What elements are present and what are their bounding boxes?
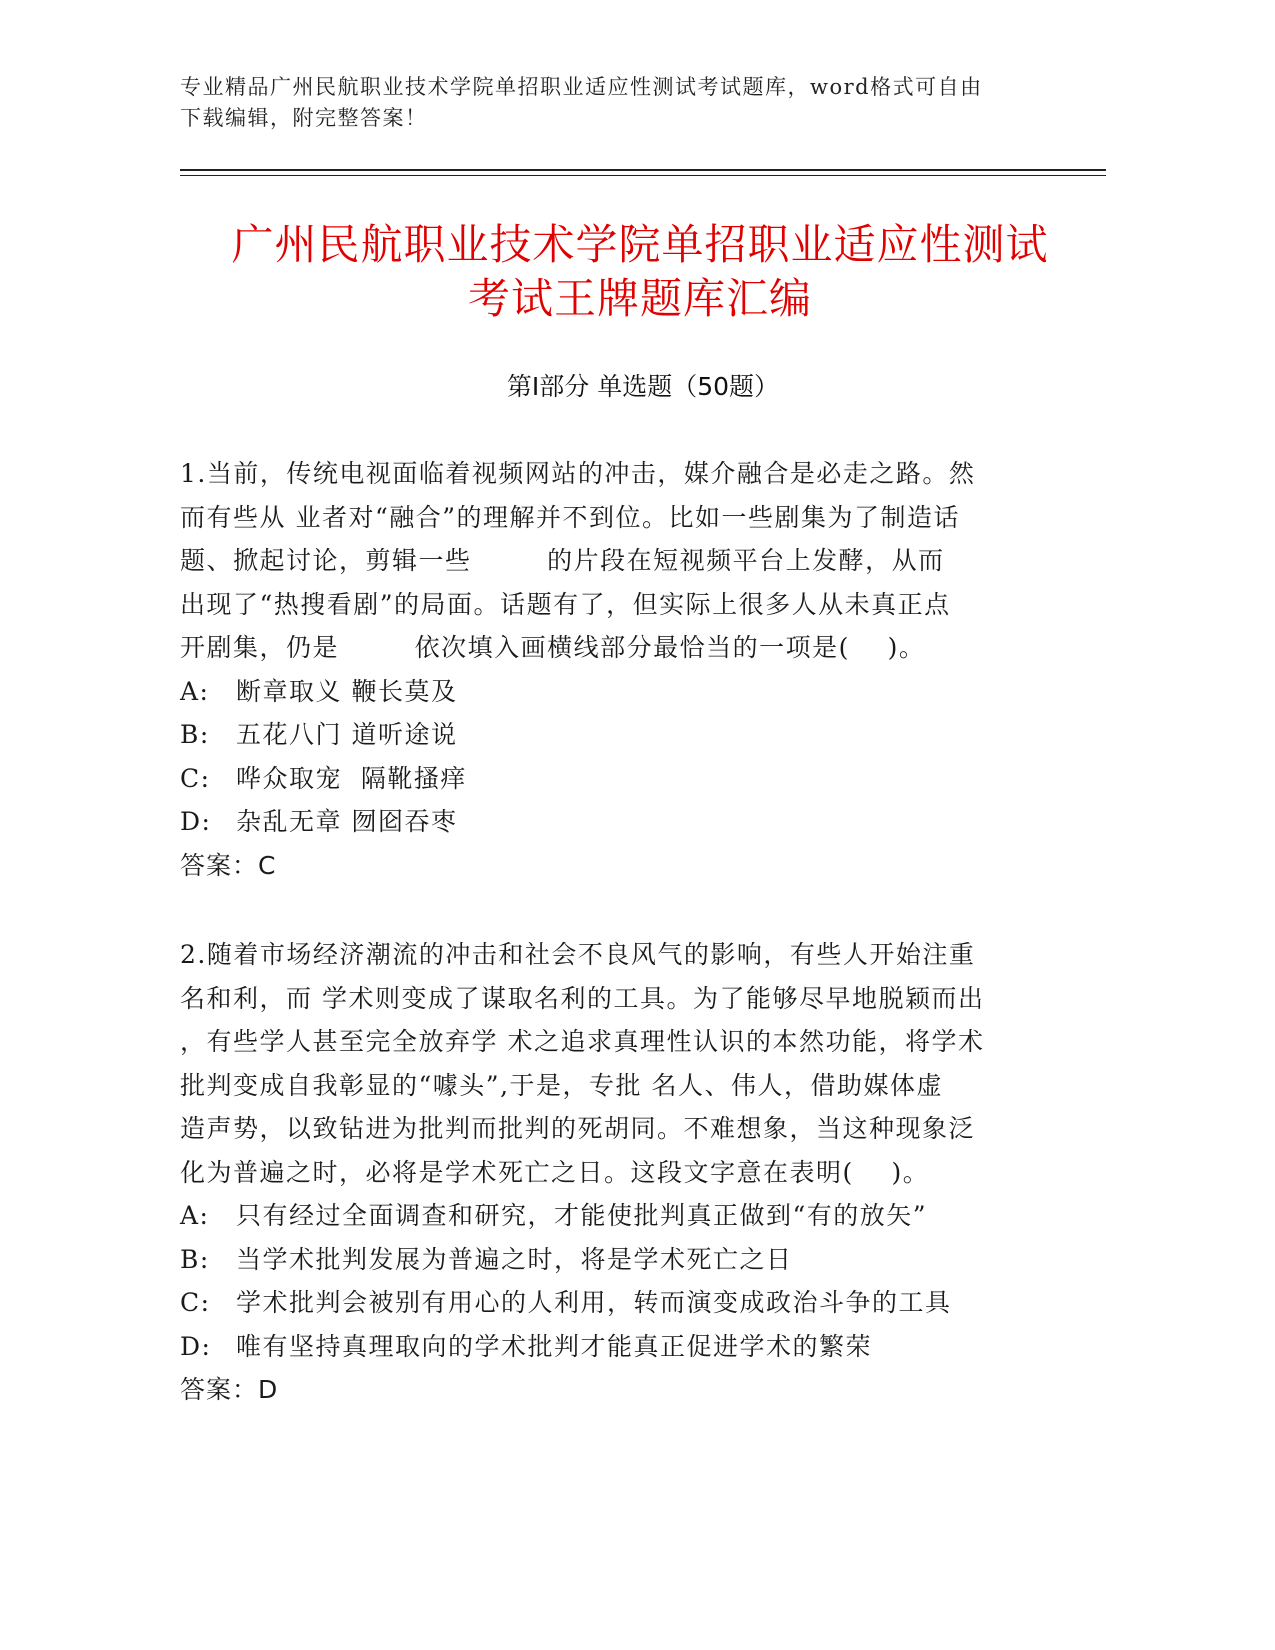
question-stem-line: 名和利，而 学术则变成了谋取名利的工具。为了能够尽早地脱颖而出 <box>180 983 985 1013</box>
header-divider-thin <box>180 175 1106 176</box>
question-stem-line: 出现了“热搜看剧”的局面。话题有了，但实际上很多人从未真正点 <box>180 589 951 619</box>
answer-line: 答案：C <box>180 850 277 880</box>
answer-line: 答案：D <box>180 1375 279 1404</box>
header-note-line: 专业精品广州民航职业技术学院单招职业适应性测试考试题库，word格式可自由 <box>180 75 983 99</box>
option-a <box>180 670 1040 714</box>
option-letter: C: <box>180 763 211 793</box>
option-text: 杂乱无章 囫囵吞枣 <box>236 807 458 836</box>
question-1 <box>180 452 1040 887</box>
option-b <box>180 713 1040 757</box>
option-letter: B: <box>180 720 210 749</box>
option-b <box>180 1238 1040 1282</box>
option-letter: B: <box>180 1244 210 1274</box>
question-stem-line: ，有些学人甚至完全放弃学 术之追求真理性认识的本然功能，将学术 <box>180 1027 985 1056</box>
option-d <box>180 800 1040 844</box>
question-stem-line: 造声势，以致钻进为批判而批判的死胡同。不难想象，当这种现象泛 <box>180 1114 976 1143</box>
question-stem-line: 而有些从 业者对“融合”的理解并不到位。比如一些剧集为了制造话 <box>180 502 961 532</box>
section-title: 第Ⅰ部分 单选题（50题） <box>506 372 780 401</box>
option-a <box>180 1194 1040 1238</box>
option-letter: C: <box>180 1288 211 1317</box>
question-stem-line: 1.当前，传统电视面临着视频网站的冲击，媒介融合是必走之路。然 <box>180 459 976 488</box>
option-text: 五花八门 道听途说 <box>236 720 458 749</box>
option-letter: D: <box>180 807 212 836</box>
option-text: 哗众取宠 隔靴搔痒 <box>236 763 467 793</box>
option-letter: D: <box>180 1331 212 1361</box>
question-stem <box>180 452 1040 670</box>
option-text: 断章取义 鞭长莫及 <box>236 676 458 706</box>
option-text: 唯有坚持真理取向的学术批判才能真正促进学术的繁荣 <box>236 1331 873 1361</box>
document-title-line: 考试王牌题库汇编 <box>467 274 812 323</box>
option-text: 学术批判会被别有用心的人利用，转而演变成政治斗争的工具 <box>236 1288 952 1317</box>
question-2 <box>180 933 1040 1412</box>
question-stem-line: 2.随着市场经济潮流的冲击和社会不良风气的影响，有些人开始注重 <box>180 940 976 969</box>
option-letter: A: <box>180 1201 210 1230</box>
document-title-line: 广州民航职业技术学院单招职业适应性测试 <box>231 220 1049 269</box>
question-stem-line: 批判变成自我彰显的“噱头”,于是，专批 名人、伟人，借助媒体虚 <box>180 1070 943 1100</box>
question-stem-line: 开剧集，仍是 依次填入画横线部分最恰当的一项是( )。 <box>180 633 926 662</box>
header-note <box>180 72 1040 134</box>
option-text: 当学术批判发展为普遍之时，将是学术死亡之日 <box>236 1244 793 1274</box>
header-note-line: 下载编辑，附完整答案！ <box>180 106 428 130</box>
option-text: 只有经过全面调查和研究，才能使批判真正做到“有的放矢” <box>236 1201 928 1230</box>
question-stem <box>180 933 1040 1194</box>
question-stem-line: 化为普遍之时，必将是学术死亡之日。这段文字意在表明( )。 <box>180 1157 930 1187</box>
option-c <box>180 1281 1040 1325</box>
option-c <box>180 757 1040 801</box>
option-d <box>180 1325 1040 1369</box>
header-divider-thick <box>180 169 1106 171</box>
option-letter: A: <box>180 676 210 706</box>
document-title <box>160 218 1120 326</box>
question-stem-line: 题、掀起讨论，剪辑一些 的片段在短视频平台上发酵，从而 <box>180 546 945 575</box>
